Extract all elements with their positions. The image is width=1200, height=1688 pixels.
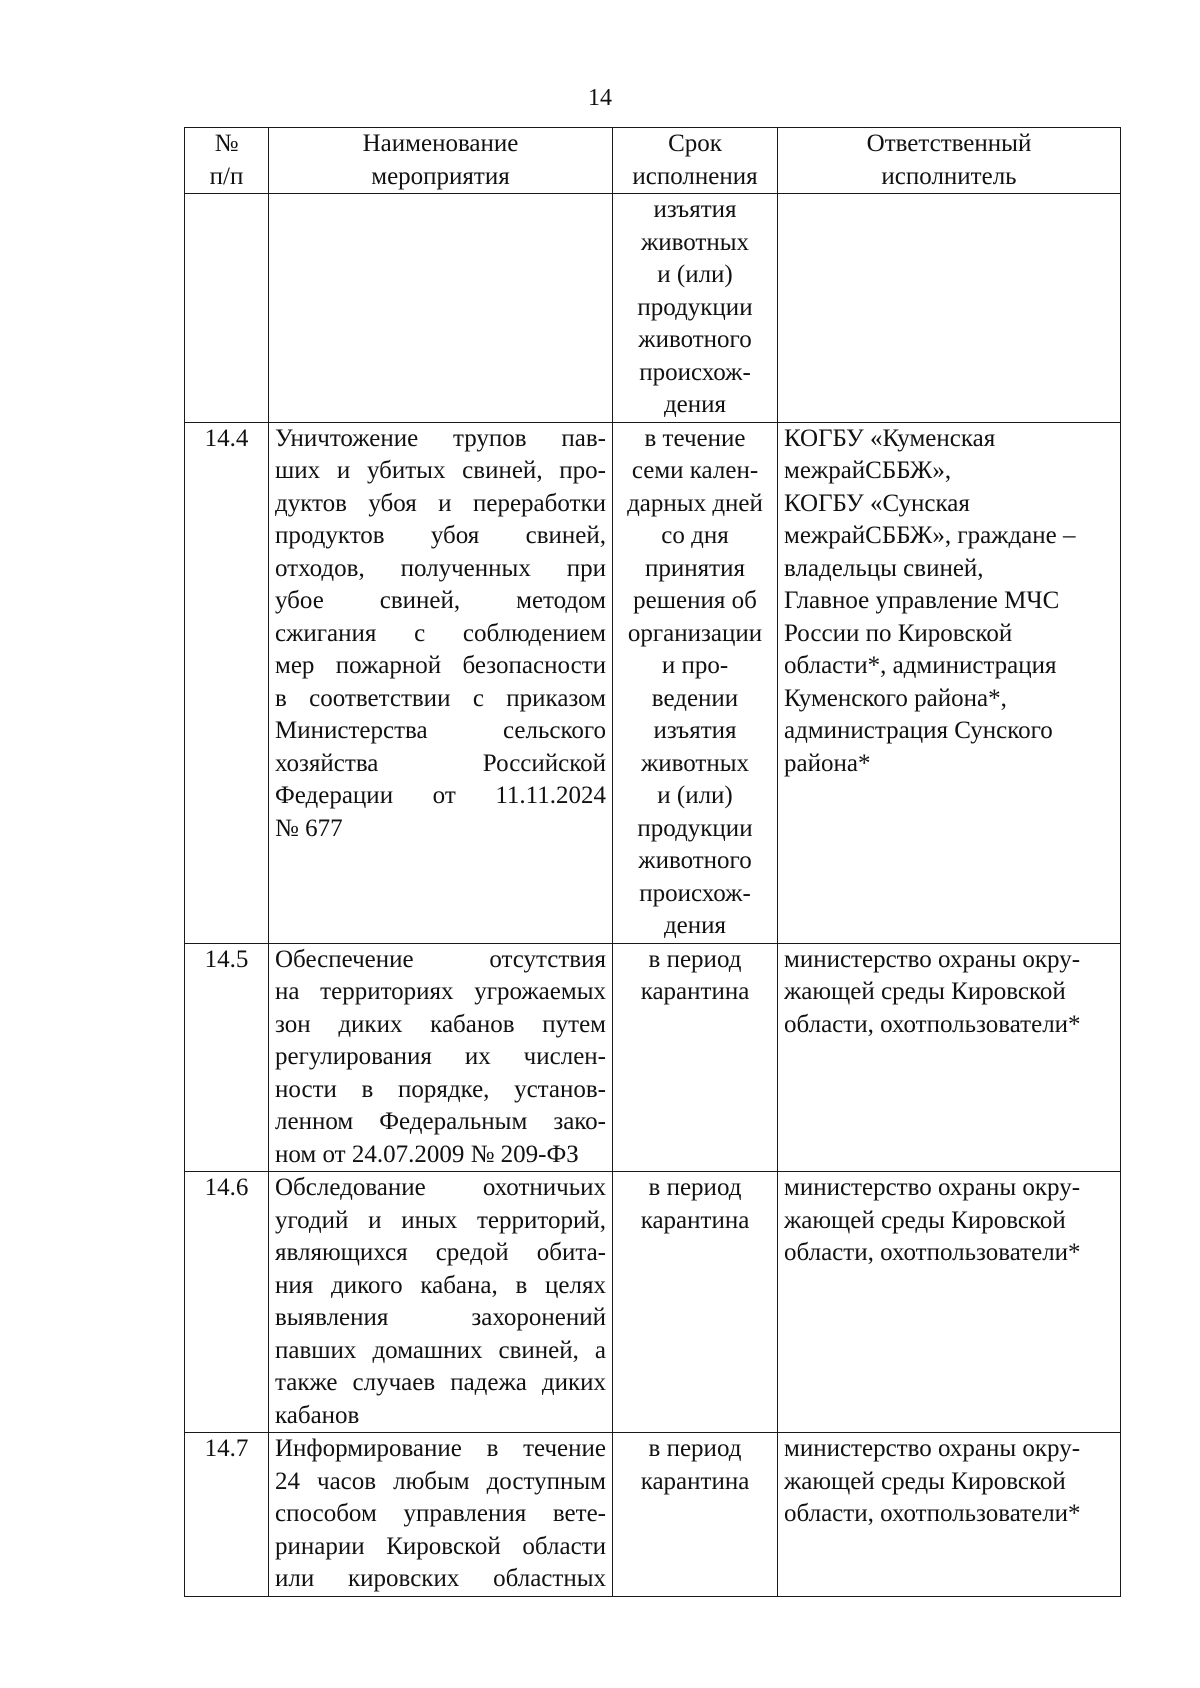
- row-responsible: министерство охраны окру- жающей среды Кировской области, охотпользователи*: [778, 1433, 1121, 1597]
- header-responsible: Ответственный исполнитель: [778, 128, 1121, 194]
- row-number: 14.5: [185, 943, 269, 1172]
- row-name: Обеспечение отсутствия на территориях угрожаемых зон диких кабанов путем регулирования их числен- ности в порядке, установ- ленном Федеральным зако- ном от 24.07.2009 № 209-ФЗ: [269, 943, 613, 1172]
- row-name: Информирование в течение 24 часов любым доступным способом управления вете- ринарии Кировской области или кировских областных: [269, 1433, 613, 1597]
- row-responsible: КОГБУ «Куменская межрайСББЖ», КОГБУ «Сунская межрайСББЖ», граждане – владельцы свиней, Главное управление МЧС России по Кировской области*, администрация Куменского района*, администрация Сунского района*: [778, 422, 1121, 943]
- table-row: [185, 1172, 1121, 1433]
- row-number: 14.7: [185, 1433, 269, 1597]
- header-term: Срок исполнения: [613, 128, 778, 194]
- row-term: в период карантина: [613, 1172, 778, 1433]
- table-row: [185, 943, 1121, 1172]
- row-term: в период карантина: [613, 943, 778, 1172]
- measures-table: [184, 127, 1121, 1597]
- row-name: Уничтожение трупов пав- ших и убитых свиней, про- дуктов убоя и переработки продуктов убоя свиней, отходов, полученных при убое свиней, методом сжигания с соблюдением мер пожарной безопасности в соответствии с приказом Министерства сельского хозяйства Российской Федерации от 11.11.2024 № 677: [269, 422, 613, 943]
- table-row: [185, 1433, 1121, 1597]
- row-number: [185, 194, 269, 423]
- header-name: Наименование мероприятия: [269, 128, 613, 194]
- row-responsible: министерство охраны окру- жающей среды Кировской области, охотпользователи*: [778, 943, 1121, 1172]
- row-number: 14.4: [185, 422, 269, 943]
- header-number: № п/п: [185, 128, 269, 194]
- row-name: Обследование охотничьих угодий и иных территорий, являющихся средой обита- ния дикого кабана, в целях выявления захоронений павших домашних свиней, а также случаев падежа диких кабанов: [269, 1172, 613, 1433]
- row-responsible: министерство охраны окру- жающей среды Кировской области, охотпользователи*: [778, 1172, 1121, 1433]
- table-header-row: [185, 128, 1121, 194]
- row-term: в течение семи кален- дарных дней со дня принятия решения об организации и про- ведении изъятия животных и (или) продукции животного происхож- дения: [613, 422, 778, 943]
- row-term: изъятия животных и (или) продукции животного происхож- дения: [613, 194, 778, 423]
- table-row: [185, 422, 1121, 943]
- page-number: 14: [588, 85, 612, 111]
- row-responsible: [778, 194, 1121, 423]
- table-row: [185, 194, 1121, 423]
- row-number: 14.6: [185, 1172, 269, 1433]
- row-name: [269, 194, 613, 423]
- row-term: в период карантина: [613, 1433, 778, 1597]
